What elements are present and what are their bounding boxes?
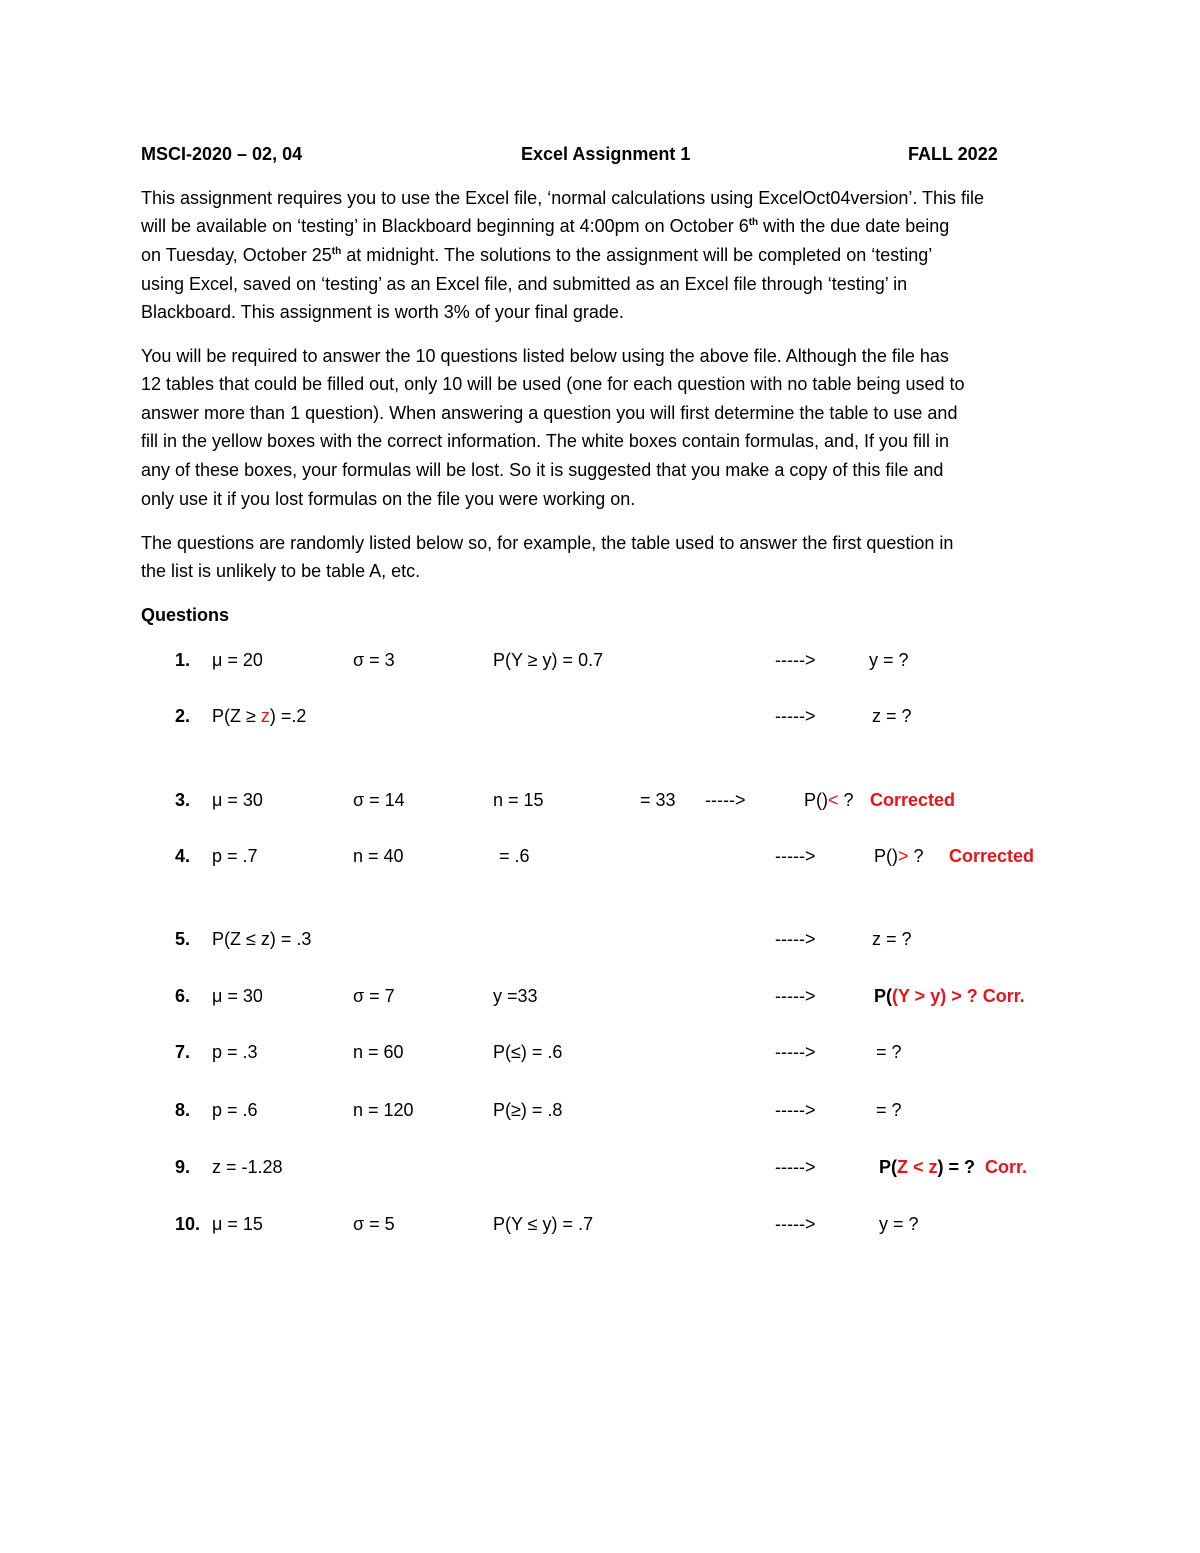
instructions-line: only use it if you lost formulas on the file you were working on. [141,489,636,509]
question-number: 10. [175,1214,201,1234]
probability: P(Y ≥ y) = 0.7 [493,650,604,670]
answer: z = ? [872,929,912,949]
value: y =33 [493,986,538,1006]
probability: P(≥) = .8 [493,1100,563,1120]
note-line: The questions are randomly listed below so, for example, the table used to answer the first question in [141,533,954,553]
intro-line-4: using Excel, saved on ‘testing’ as an Excel file, and submitted as an Excel file through ‘testing’ in [141,274,908,294]
intro-line-3: on Tuesday, October 25th at midnight. The solutions to the assignment will be completed on ‘testing’ [141,245,933,265]
answer: P()< ? [804,790,854,810]
arrow: -----> [705,790,746,810]
proportion: p = .7 [212,846,258,866]
question-number: 9. [175,1157,191,1177]
mean: μ = 30 [212,790,263,810]
arrow: -----> [775,1157,816,1177]
course-code: MSCI-2020 – 02, 04 [141,144,303,164]
question-number: 8. [175,1100,191,1120]
sample-mean: = 33 [640,790,676,810]
question-number: 4. [175,846,191,866]
correction-note: Corr. [985,1157,1028,1177]
mean: μ = 15 [212,1214,263,1234]
instructions-line: You will be required to answer the 10 questions listed below using the above file. Although the file has [141,346,949,366]
note-line: the list is unlikely to be table A, etc. [141,561,421,581]
question-number: 3. [175,790,191,810]
mean: μ = 30 [212,986,263,1006]
probability: P(≤) = .6 [493,1042,563,1062]
arrow: -----> [775,650,816,670]
answer: P(Z < z) = ? [879,1157,976,1177]
answer: y = ? [879,1214,919,1234]
arrow: -----> [775,1214,816,1234]
std-dev: σ = 3 [353,650,395,670]
arrow: -----> [775,1042,816,1062]
arrow: -----> [775,1100,816,1120]
correction-note: Corrected [949,846,1035,866]
probability: P(Z ≤ z) = .3 [212,929,312,949]
answer: P((Y > y) > ? Corr. [874,986,1025,1006]
questions-heading: Questions [141,605,230,625]
intro-line-5: Blackboard. This assignment is worth 3% of your final grade. [141,302,624,322]
sample-size: n = 120 [353,1100,414,1120]
mean: μ = 20 [212,650,263,670]
std-dev: σ = 5 [353,1214,395,1234]
sample-proportion: = .6 [499,846,530,866]
correction-note: Corrected [870,790,956,810]
answer: = ? [876,1042,902,1062]
answer: = ? [876,1100,902,1120]
instructions-line: fill in the yellow boxes with the correct information. The white boxes contain formulas, and, If you fill in [141,431,950,451]
sample-size: n = 15 [493,790,544,810]
instructions-line: 12 tables that could be filled out, only 10 will be used (one for each question with no table being used to [141,374,965,394]
arrow: -----> [775,929,816,949]
question-number: 2. [175,706,191,726]
probability: P(Y ≤ y) = .7 [493,1214,594,1234]
z-value: z = -1.28 [212,1157,283,1177]
std-dev: σ = 7 [353,986,395,1006]
intro-line-1: This assignment requires you to use the Excel file, ‘normal calculations using ExcelOct04version’. This file [141,188,985,208]
sample-size: n = 60 [353,1042,404,1062]
arrow: -----> [775,706,816,726]
answer: P()> ? [874,846,924,866]
arrow: -----> [775,846,816,866]
term: FALL 2022 [908,144,998,164]
sample-size: n = 40 [353,846,404,866]
arrow: -----> [775,986,816,1006]
proportion: p = .6 [212,1100,258,1120]
question-number: 5. [175,929,191,949]
probability: P(Z ≥ z) =.2 [212,706,307,726]
assignment-title: Excel Assignment 1 [521,144,691,164]
question-number: 7. [175,1042,191,1062]
instructions-line: answer more than 1 question). When answering a question you will first determine the table to use and [141,403,958,423]
instructions-line: any of these boxes, your formulas will be lost. So it is suggested that you make a copy of this file and [141,460,944,480]
proportion: p = .3 [212,1042,258,1062]
question-number: 6. [175,986,191,1006]
question-number: 1. [175,650,191,670]
std-dev: σ = 14 [353,790,405,810]
answer: z = ? [872,706,912,726]
intro-line-2: will be available on ‘testing’ in Blackboard beginning at 4:00pm on October 6th with the due date being [141,216,950,236]
answer: y = ? [869,650,909,670]
